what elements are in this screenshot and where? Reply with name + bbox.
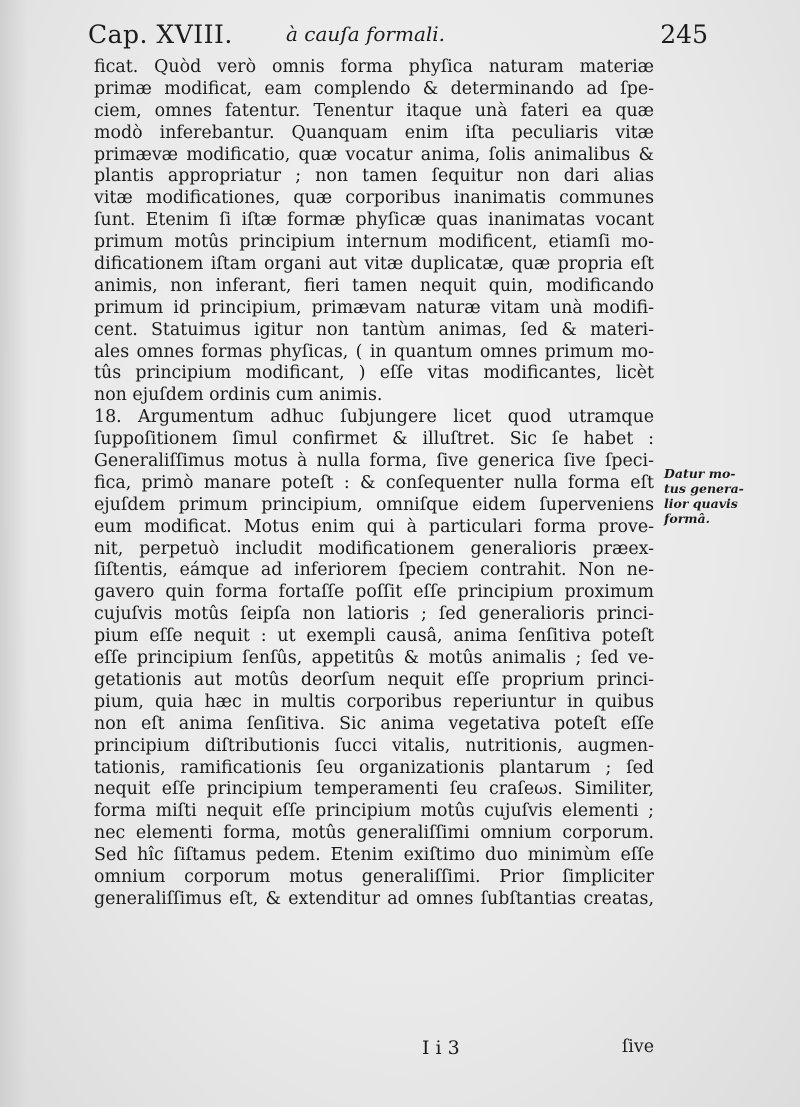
margin-note-line: lior quavis <box>664 496 738 511</box>
running-head <box>88 18 708 52</box>
text-line: ſuppoſitionem ſimul confirmet & illuſtret. Sic ſe habet : <box>94 429 654 450</box>
text-line: pium, quia hæc in multis corporibus reperiuntur in quibus <box>94 691 654 712</box>
text-line: primum id principium, primævam naturæ vitam unà modifi- <box>94 297 654 318</box>
text-line: ſiſtentis, eámque ad inferiorem ſpeciem contrahit. Non ne- <box>94 560 654 581</box>
text-line: nec elementi forma, motûs generaliſſimi omnium corporum. <box>94 823 654 844</box>
text-line: non eſt anima ſenſitiva. Sic anima vegetativa poteſt eſſe <box>94 713 654 734</box>
text-line: forma miſti nequit eſſe principium motûs cujuſvis elementi ; <box>94 801 654 822</box>
running-title: à cauſa formali. <box>286 22 446 46</box>
gutter-shadow <box>0 0 28 1107</box>
margin-note-line: Datur mo- <box>664 466 736 481</box>
text-line: gavero quin forma fortaſſe poſſit eſſe principium proximum <box>94 582 654 603</box>
text-line: pium eſſe nequit : ut exempli causâ, anima ſenſitiva poteſt <box>94 626 654 647</box>
text-line: ſunt. Etenim ſi iſtæ formæ phyſicæ quas inanimatas vocant <box>94 210 654 231</box>
text-line: omnium corporum motus generaliſſimi. Prior ſimpliciter <box>94 866 654 887</box>
text-line: 18. Argumentum adhuc ſubjungere licet quod utramque <box>94 407 654 428</box>
text-line: modò inferebantur. Quanquam enim iſta peculiaris vitæ <box>94 122 654 143</box>
text-line: non ejuſdem ordinis cum animis. <box>94 385 383 406</box>
text-line: vitæ modificationes, quæ corporibus inanimatis communes <box>94 188 654 209</box>
text-line: Sed hîc ſiſtamus pedem. Etenim exiſtimo duo minimùm eſſe <box>94 845 654 866</box>
text-line: tûs principium modificant, ) eſſe vitas modificantes, licèt <box>94 363 654 384</box>
text-line: eſſe principium ſenſûs, appetitûs & motûs animalis ; ſed ve- <box>94 648 654 669</box>
text-line: ales omnes formas phyſicas, ( in quantum omnes primum mo- <box>94 341 654 362</box>
margin-note <box>664 466 774 526</box>
signature-mark: I i 3 <box>422 1037 460 1059</box>
text-line: fica, primò manare poteſt : & conſequenter nulla forma eſt <box>94 472 654 493</box>
text-line: ciem, omnes fatentur. Tenentur itaque unà fateri ea quæ <box>94 100 654 121</box>
page-foot <box>94 1037 654 1063</box>
body-text <box>94 57 654 911</box>
margin-note-line: formâ. <box>664 511 710 526</box>
chapter-label: Cap. XVIII. <box>88 20 233 49</box>
text-line: getationis aut motûs deorſum nequit eſſe proprium princi- <box>94 669 654 690</box>
text-line: dificationem iſtam organi aut vitæ duplicatæ, quæ propria eſt <box>94 254 654 275</box>
text-line: ficat. Quòd verò omnis forma phyſica naturam materiæ <box>94 57 654 77</box>
text-line: primæ modificat, eam complendo & determinando ad ſpe- <box>94 78 654 99</box>
text-line: cujuſvis motûs ſeipſa non latioris ; ſed generalioris princi- <box>94 604 654 625</box>
catchword: ſive <box>621 1037 654 1057</box>
text-line: nit, perpetuò includit modificationem generalioris præex- <box>94 538 654 559</box>
text-line: plantis appropriatur ; non tamen ſequitur non dari alias <box>94 166 654 187</box>
text-line: primum motûs principium internum modificent, etiamſi mo- <box>94 232 654 253</box>
text-line: eum modificat. Motus enim qui à particulari forma prove- <box>94 516 654 537</box>
page-number: 245 <box>660 20 708 49</box>
text-line: animis, non inferant, fieri tamen nequit quin, modificando <box>94 275 654 296</box>
text-line: Generaliſſimus motus à nulla forma, ſive generica ſive ſpeci- <box>94 451 654 472</box>
margin-note-line: tus genera- <box>664 481 744 496</box>
text-line: ejuſdem primum principium, omniſque eidem ſuperveniens <box>94 494 654 515</box>
text-line: principium diſtributionis ſucci vitalis, nutritionis, augmen- <box>94 735 654 756</box>
text-line: primævæ modificatio, quæ vocatur anima, ſolis animalibus & <box>94 144 654 165</box>
text-line: generaliſſimus eſt, & extenditur ad omnes ſubſtantias creatas, <box>94 888 654 909</box>
text-line: nequit eſſe principium temperamenti ſeu craſeωs. Similiter, <box>94 779 654 800</box>
text-line: cent. Statuimus igitur non tantùm animas, ſed & materi- <box>94 319 654 340</box>
text-line: tationis, ramificationis ſeu organizationis plantarum ; ſed <box>94 757 654 778</box>
